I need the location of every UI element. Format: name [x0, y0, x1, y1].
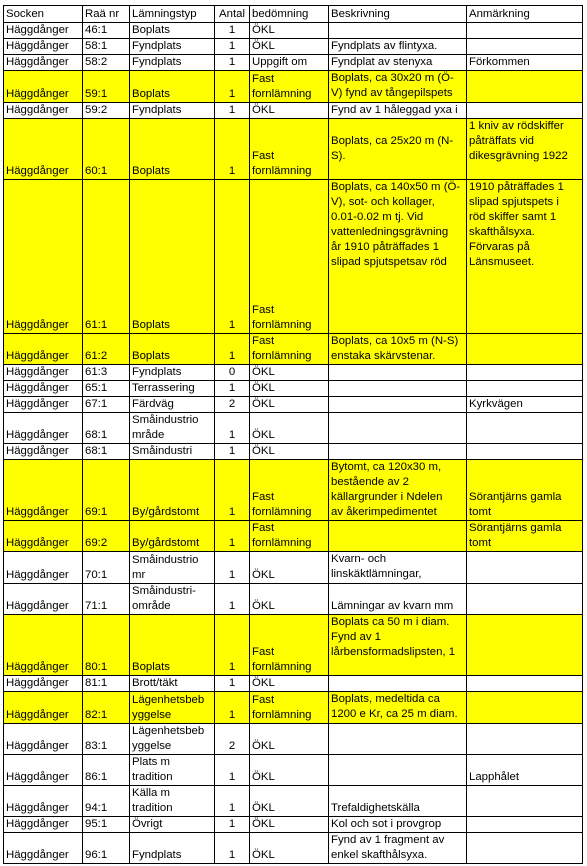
cell-anmarkning [467, 23, 583, 39]
cell-antal: 1 [215, 755, 250, 786]
cell-bedomning: ÖKL [250, 397, 329, 413]
cell-anmarkning [467, 444, 583, 460]
cell-anmarkning: Sörantjärns gamla tomt [467, 460, 583, 521]
header-beskrivning: Beskrivning [329, 6, 467, 23]
cell-socken: Häggdånger [4, 180, 83, 334]
cell-antal: 1 [215, 444, 250, 460]
table-row [4, 71, 583, 103]
cell-beskrivning [329, 381, 467, 397]
table-row [4, 365, 583, 381]
cell-antal: 0 [215, 365, 250, 381]
table-row [4, 119, 583, 180]
cell-anmarkning [467, 692, 583, 724]
cell-bedomning: Fast fornlämning [250, 615, 329, 676]
cell-lamningstyp: Övrigt [130, 817, 215, 833]
cell-anmarkning [467, 833, 583, 864]
cell-raa-nr: 80:1 [83, 615, 130, 676]
cell-socken: Häggdånger [4, 334, 83, 365]
header-raa-nr: Raä nr [83, 6, 130, 23]
cell-anmarkning: Lapphålet [467, 755, 583, 786]
cell-raa-nr: 68:1 [83, 413, 130, 444]
cell-beskrivning [329, 23, 467, 39]
cell-lamningstyp: Fyndplats [130, 39, 215, 55]
cell-anmarkning [467, 413, 583, 444]
cell-raa-nr: 61:2 [83, 334, 130, 365]
table-row [4, 23, 583, 39]
table-row [4, 444, 583, 460]
table-row [4, 833, 583, 864]
cell-lamningstyp: Plats m tradition [130, 755, 215, 786]
cell-bedomning: ÖKL [250, 817, 329, 833]
cell-antal: 1 [215, 23, 250, 39]
cell-antal: 1 [215, 615, 250, 676]
cell-lamningstyp: Terrassering [130, 381, 215, 397]
table-row [4, 724, 583, 755]
cell-bedomning: ÖKL [250, 444, 329, 460]
cell-raa-nr: 71:1 [83, 584, 130, 615]
cell-bedomning: ÖKL [250, 755, 329, 786]
cell-socken: Häggdånger [4, 676, 83, 692]
cell-anmarkning: Kyrkvägen [467, 397, 583, 413]
cell-beskrivning: Lämningar av kvarn mm [329, 584, 467, 615]
table-row [4, 180, 583, 334]
cell-raa-nr: 61:3 [83, 365, 130, 381]
cell-raa-nr: 82:1 [83, 692, 130, 724]
cell-bedomning: ÖKL [250, 676, 329, 692]
cell-anmarkning [467, 724, 583, 755]
header-anmarkning: Anmärkning [467, 6, 583, 23]
cell-socken: Häggdånger [4, 381, 83, 397]
cell-raa-nr: 60:1 [83, 119, 130, 180]
cell-lamningstyp: Fyndplats [130, 833, 215, 864]
cell-socken: Häggdånger [4, 552, 83, 584]
table-row [4, 615, 583, 676]
cell-beskrivning [329, 521, 467, 552]
cell-socken: Häggdånger [4, 833, 83, 864]
cell-socken: Häggdånger [4, 521, 83, 552]
cell-lamningstyp: Småindustrio mråde [130, 413, 215, 444]
cell-socken: Häggdånger [4, 397, 83, 413]
cell-bedomning: Fast fornlämning [250, 119, 329, 180]
cell-antal: 2 [215, 724, 250, 755]
cell-antal: 2 [215, 397, 250, 413]
cell-beskrivning [329, 444, 467, 460]
cell-antal: 1 [215, 521, 250, 552]
cell-beskrivning: Fyndplats av flintyxa. [329, 39, 467, 55]
cell-lamningstyp: Lägenhetsbeb yggelse [130, 692, 215, 724]
cell-raa-nr: 58:2 [83, 55, 130, 71]
cell-anmarkning [467, 381, 583, 397]
cell-antal: 1 [215, 692, 250, 724]
table-row [4, 334, 583, 365]
cell-bedomning: ÖKL [250, 381, 329, 397]
cell-raa-nr: 96:1 [83, 833, 130, 864]
cell-beskrivning: Boplats, ca 30x20 m (Ö- V) fynd av tångepilspets [329, 71, 467, 103]
cell-raa-nr: 65:1 [83, 381, 130, 397]
cell-anmarkning [467, 71, 583, 103]
cell-antal: 1 [215, 786, 250, 817]
cell-anmarkning [467, 39, 583, 55]
cell-socken: Häggdånger [4, 71, 83, 103]
header-bedomning: bedömning [250, 6, 329, 23]
cell-antal: 1 [215, 180, 250, 334]
cell-anmarkning [467, 584, 583, 615]
header-socken: Socken [4, 6, 83, 23]
header-row [4, 6, 583, 23]
cell-beskrivning [329, 724, 467, 755]
cell-raa-nr: 58:1 [83, 39, 130, 55]
cell-socken: Häggdånger [4, 39, 83, 55]
fornlamning-table [3, 5, 583, 864]
cell-anmarkning [467, 786, 583, 817]
cell-socken: Häggdånger [4, 692, 83, 724]
cell-bedomning: ÖKL [250, 365, 329, 381]
cell-anmarkning: 1910 påträffades 1 slipad spjutspets i röd skiffer samt 1 skafthålsyxa. Förvaras på Länsmuseet. [467, 180, 583, 334]
cell-lamningstyp: Boplats [130, 23, 215, 39]
table-row [4, 755, 583, 786]
cell-socken: Häggdånger [4, 103, 83, 119]
cell-anmarkning [467, 334, 583, 365]
table-row [4, 817, 583, 833]
cell-socken: Häggdånger [4, 23, 83, 39]
cell-antal: 1 [215, 552, 250, 584]
cell-socken: Häggdånger [4, 460, 83, 521]
table-body [4, 23, 583, 864]
table-row [4, 381, 583, 397]
cell-raa-nr: 69:2 [83, 521, 130, 552]
cell-raa-nr: 68:1 [83, 444, 130, 460]
cell-bedomning: ÖKL [250, 23, 329, 39]
cell-bedomning: ÖKL [250, 584, 329, 615]
cell-antal: 1 [215, 103, 250, 119]
cell-lamningstyp: Boplats [130, 71, 215, 103]
cell-raa-nr: 46:1 [83, 23, 130, 39]
cell-anmarkning: Förkommen [467, 55, 583, 71]
cell-beskrivning [329, 365, 467, 381]
table-row [4, 676, 583, 692]
table-row [4, 692, 583, 724]
cell-beskrivning: Boplats, ca 25x20 m (N- S). [329, 119, 467, 180]
cell-raa-nr: 95:1 [83, 817, 130, 833]
cell-socken: Häggdånger [4, 786, 83, 817]
cell-antal: 1 [215, 460, 250, 521]
cell-raa-nr: 67:1 [83, 397, 130, 413]
cell-beskrivning [329, 755, 467, 786]
cell-anmarkning [467, 552, 583, 584]
cell-bedomning: ÖKL [250, 786, 329, 817]
cell-beskrivning: Fynd av 1 håleggad yxa i [329, 103, 467, 119]
cell-lamningstyp: By/gårdstomt [130, 460, 215, 521]
header-lamningstyp: Lämningstyp [130, 6, 215, 23]
table-row [4, 397, 583, 413]
cell-lamningstyp: Boplats [130, 334, 215, 365]
cell-lamningstyp: Brott/täkt [130, 676, 215, 692]
cell-beskrivning: Boplats, ca 10x5 m (N-S) enstaka skärvstenar. [329, 334, 467, 365]
cell-beskrivning: Fynd av 1 fragment av enkel skafthålsyxa. [329, 833, 467, 864]
cell-antal: 1 [215, 584, 250, 615]
cell-beskrivning: Boplats, medeltida ca 1200 e Kr, ca 25 m diam. [329, 692, 467, 724]
cell-bedomning: Fast fornlämning [250, 460, 329, 521]
cell-antal: 1 [215, 334, 250, 365]
cell-lamningstyp: Källa m tradition [130, 786, 215, 817]
cell-beskrivning: Boplats ca 50 m i diam. Fynd av 1 lårbensformadslipsten, 1 [329, 615, 467, 676]
cell-raa-nr: 83:1 [83, 724, 130, 755]
cell-beskrivning [329, 397, 467, 413]
cell-antal: 1 [215, 55, 250, 71]
cell-bedomning: Fast fornlämning [250, 692, 329, 724]
cell-beskrivning: Trefaldighetskälla [329, 786, 467, 817]
table-row [4, 39, 583, 55]
cell-antal: 1 [215, 676, 250, 692]
cell-raa-nr: 61:1 [83, 180, 130, 334]
cell-socken: Häggdånger [4, 584, 83, 615]
cell-lamningstyp: Boplats [130, 615, 215, 676]
table-row [4, 460, 583, 521]
cell-socken: Häggdånger [4, 615, 83, 676]
cell-lamningstyp: Boplats [130, 119, 215, 180]
cell-socken: Häggdånger [4, 817, 83, 833]
cell-bedomning: ÖKL [250, 833, 329, 864]
table-row [4, 786, 583, 817]
cell-socken: Häggdånger [4, 724, 83, 755]
cell-anmarkning [467, 817, 583, 833]
cell-antal: 1 [215, 413, 250, 444]
cell-raa-nr: 59:2 [83, 103, 130, 119]
cell-antal: 1 [215, 119, 250, 180]
cell-raa-nr: 81:1 [83, 676, 130, 692]
cell-bedomning: Fast fornlämning [250, 71, 329, 103]
cell-anmarkning: 1 kniv av rödskiffer påträffats vid dikesgrävning 1922 [467, 119, 583, 180]
cell-anmarkning [467, 103, 583, 119]
cell-bedomning: Fast fornlämning [250, 180, 329, 334]
cell-socken: Häggdånger [4, 365, 83, 381]
cell-antal: 1 [215, 817, 250, 833]
cell-socken: Häggdånger [4, 444, 83, 460]
cell-antal: 1 [215, 71, 250, 103]
table-row [4, 552, 583, 584]
cell-socken: Häggdånger [4, 755, 83, 786]
cell-lamningstyp: By/gårdstomt [130, 521, 215, 552]
cell-anmarkning [467, 676, 583, 692]
cell-bedomning: ÖKL [250, 413, 329, 444]
cell-beskrivning: Kvarn- och linskäktlämningar, [329, 552, 467, 584]
cell-beskrivning: Boplats, ca 140x50 m (Ö- V), sot- och kollager, 0.01-0.02 m tj. Vid vattenledningsgrävning år 1910 påträffades 1 slipad spjutspetsav röd [329, 180, 467, 334]
cell-lamningstyp: Småindustri- område [130, 584, 215, 615]
cell-antal: 1 [215, 39, 250, 55]
cell-lamningstyp: Fyndplats [130, 103, 215, 119]
cell-socken: Häggdånger [4, 55, 83, 71]
cell-raa-nr: 59:1 [83, 71, 130, 103]
cell-socken: Häggdånger [4, 413, 83, 444]
cell-bedomning: Fast fornlämning [250, 334, 329, 365]
cell-lamningstyp: Fyndplats [130, 55, 215, 71]
table-row [4, 55, 583, 71]
cell-antal: 1 [215, 381, 250, 397]
cell-beskrivning: Bytomt, ca 120x30 m, bestående av 2 källargrunder i Ndelen av åkerimpedimentet [329, 460, 467, 521]
cell-raa-nr: 70:1 [83, 552, 130, 584]
cell-lamningstyp: Boplats [130, 180, 215, 334]
cell-beskrivning: Kol och sot i provgrop [329, 817, 467, 833]
cell-bedomning: ÖKL [250, 39, 329, 55]
cell-raa-nr: 94:1 [83, 786, 130, 817]
cell-beskrivning [329, 676, 467, 692]
cell-antal: 1 [215, 833, 250, 864]
cell-anmarkning [467, 615, 583, 676]
cell-bedomning: ÖKL [250, 552, 329, 584]
cell-bedomning: ÖKL [250, 724, 329, 755]
table-row [4, 103, 583, 119]
cell-lamningstyp: Lägenhetsbeb yggelse [130, 724, 215, 755]
cell-bedomning: ÖKL [250, 103, 329, 119]
table-row [4, 584, 583, 615]
table-row [4, 521, 583, 552]
cell-lamningstyp: Fyndplats [130, 365, 215, 381]
cell-anmarkning [467, 365, 583, 381]
cell-raa-nr: 86:1 [83, 755, 130, 786]
cell-raa-nr: 69:1 [83, 460, 130, 521]
table-row [4, 413, 583, 444]
cell-lamningstyp: Småindustri [130, 444, 215, 460]
header-antal: Antal [215, 6, 250, 23]
cell-beskrivning: Fyndplat av stenyxa [329, 55, 467, 71]
cell-socken: Häggdånger [4, 119, 83, 180]
cell-lamningstyp: Småindustrio mr [130, 552, 215, 584]
cell-lamningstyp: Färdväg [130, 397, 215, 413]
cell-bedomning: Uppgift om [250, 55, 329, 71]
cell-anmarkning: Sörantjärns gamla tomt [467, 521, 583, 552]
cell-bedomning: Fast fornlämning [250, 521, 329, 552]
cell-beskrivning [329, 413, 467, 444]
